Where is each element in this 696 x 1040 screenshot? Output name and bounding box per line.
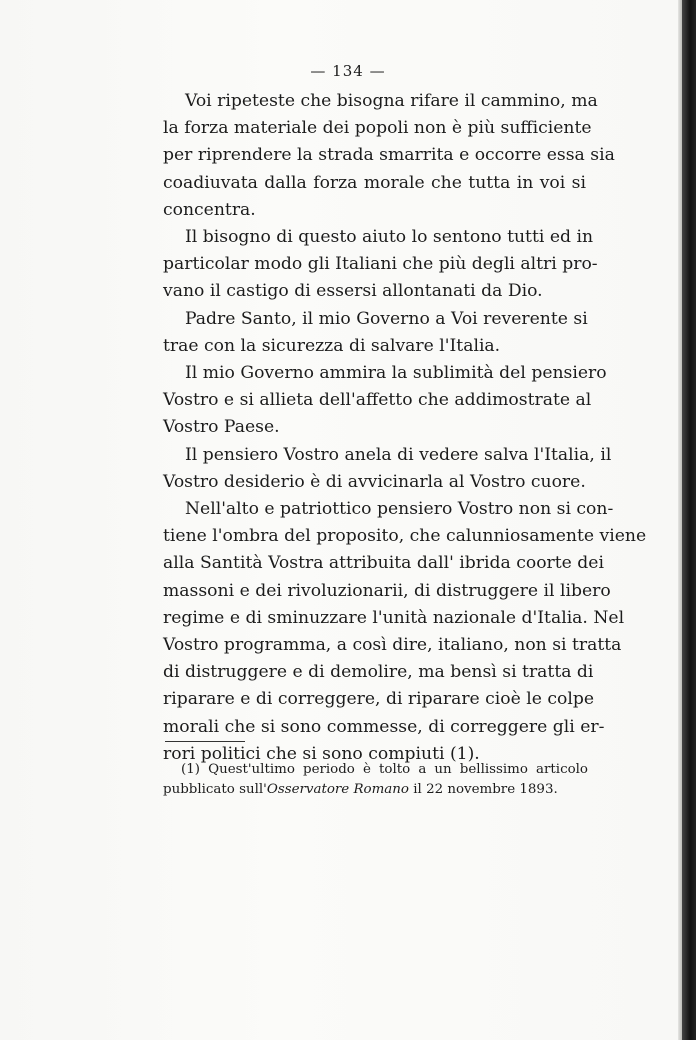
paragraph-5 — [163, 442, 612, 496]
text-line: Il mio Governo ammira la sublimità del pensiero — [185, 363, 607, 384]
footnote — [163, 760, 588, 800]
text-line: regime e di sminuzzare l'unità nazionale d'Italia. Nel — [163, 607, 625, 628]
paragraph-6 — [163, 496, 647, 768]
footnote-journal-title: Osservatore Romano — [266, 782, 409, 797]
text-line: coadiuvata dalla forza morale che tutta in voi si — [163, 172, 586, 193]
text-line: Vostro e si allieta dell'affetto che addimostrate al — [163, 390, 592, 411]
text-line: Vostro Paese. — [163, 417, 280, 438]
text-line: Vostro programma, a così dire, italiano, non si tratta — [163, 635, 622, 656]
paragraph-4 — [163, 360, 607, 442]
text-line: tiene l'ombra del proposito, che calunniosamente viene — [163, 526, 647, 547]
paragraph-2 — [163, 224, 598, 306]
footnote-divider — [165, 741, 245, 742]
text-line: Il bisogno di questo aiuto lo sentono tutti ed in — [185, 227, 594, 248]
text-line: Voi ripeteste che bisogna rifare il cammino, ma — [185, 91, 598, 111]
footnote-line — [163, 780, 588, 800]
text-line: la forza materiale dei popoli non è più sufficiente — [163, 118, 592, 139]
text-line: per riprendere la strada smarrita e occorre essa sia — [163, 145, 615, 166]
binding-edge — [682, 0, 696, 1040]
body-text — [163, 88, 647, 768]
text-line: vano il castigo di essersi allontanati da Dio. — [163, 281, 543, 302]
text-line: riparare e di correggere, di riparare cioè le colpe — [163, 689, 595, 710]
footnote-line: (1) Quest'ultimo periodo è tolto a un bellissimo articolo — [181, 762, 588, 777]
page-number: — 134 — — [310, 62, 386, 80]
text-line: alla Santità Vostra attribuita dall' ibrida coorte dei — [163, 553, 604, 574]
footnote-text: pubblicato sull' — [163, 782, 267, 797]
text-line: massoni e dei rivoluzionarii, di distruggere il libero — [163, 580, 611, 601]
text-line: particolar modo gli Italiani che più degli altri pro- — [163, 254, 598, 275]
text-line: rori politici che si sono compiuti (1). — [163, 743, 480, 764]
text-line: Vostro desiderio è di avvicinarla al Vostro cuore. — [163, 471, 586, 492]
text-line: morali che si sono commesse, di correggere gli er- — [163, 716, 605, 737]
text-line: Il pensiero Vostro anela di vedere salva l'Italia, il — [185, 444, 612, 465]
text-line: Padre Santo, il mio Governo a Voi reverente si — [185, 308, 588, 329]
footnote-text: il 22 novembre 1893. — [408, 782, 558, 797]
text-line: di distruggere e di demolire, ma bensì si tratta di — [163, 662, 594, 683]
paragraph-1 — [163, 88, 615, 224]
text-line: trae con la sicurezza di salvare l'Italia. — [163, 335, 501, 356]
text-line: concentra. — [163, 199, 256, 220]
paragraph-3 — [163, 306, 586, 360]
text-line: Nell'alto e patriottico pensiero Vostro non si con- — [185, 499, 614, 520]
